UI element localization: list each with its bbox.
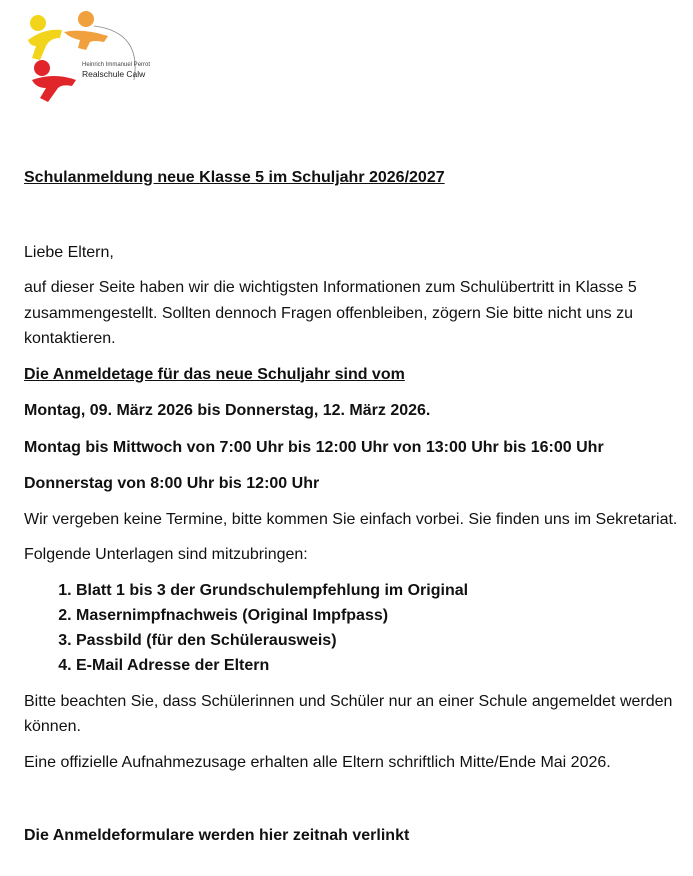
hours-thursday: Donnerstag von 8:00 Uhr bis 12:00 Uhr xyxy=(24,475,320,492)
documents-list xyxy=(24,578,684,679)
forms-heading: Die Anmeldeformulare werden hier zeitnah verlinkt xyxy=(24,827,410,845)
page-title: Schulanmeldung neue Klasse 5 im Schuljahr 2026/2027 xyxy=(24,169,445,186)
date-range: Montag, 09. März 2026 bis Donnerstag, 12. März 2026. xyxy=(24,402,431,419)
documents-intro: Folgende Unterlagen sind mitzubringen: xyxy=(24,546,308,563)
greeting: Liebe Eltern, xyxy=(24,243,114,261)
logo-text-line1: Heinrich Immanuel Perrot xyxy=(82,62,151,68)
document-item: 3. Passbild (für den Schülerausweis) xyxy=(76,628,684,653)
intro-paragraph: auf dieser Seite haben wir die wichtigsten Informationen zum Schulübertritt in Klasse 5 zusammengestellt. Sollten dennoch Fragen offenbleiben, zögern Sie bitte nicht uns zu kontaktieren. xyxy=(24,279,637,347)
anmeldetage-heading: Die Anmeldetage für das neue Schuljahr sind vom xyxy=(24,365,405,383)
page-content xyxy=(24,165,684,849)
document-item: 2. Masernimpfnachweis (Original Impfpass) xyxy=(76,603,684,628)
hours-monday-wednesday: Montag bis Mittwoch von 7:00 Uhr bis 12:00 Uhr von 13:00 Uhr bis 16:00 Uhr xyxy=(24,438,604,456)
school-logo xyxy=(24,10,151,108)
document-item: 1. Blatt 1 bis 3 der Grundschulempfehlung im Original xyxy=(76,578,684,603)
confirmation-note: Eine offizielle Aufnahmezusage erhalten alle Eltern schriftlich Mitte/Ende Mai 2026. xyxy=(24,753,611,771)
school-logo-figures xyxy=(24,10,144,108)
no-appointments-note: Wir vergeben keine Termine, bitte kommen Sie einfach vorbei. Sie finden uns im Sekretariat. xyxy=(24,510,678,528)
one-school-note: Bitte beachten Sie, dass Schülerinnen und Schüler nur an einer Schule angemeldet werden können. xyxy=(24,692,673,736)
document-item: 4. E-Mail Adresse der Eltern xyxy=(76,653,684,678)
logo-text-line2: Realschule Calw xyxy=(82,69,146,79)
